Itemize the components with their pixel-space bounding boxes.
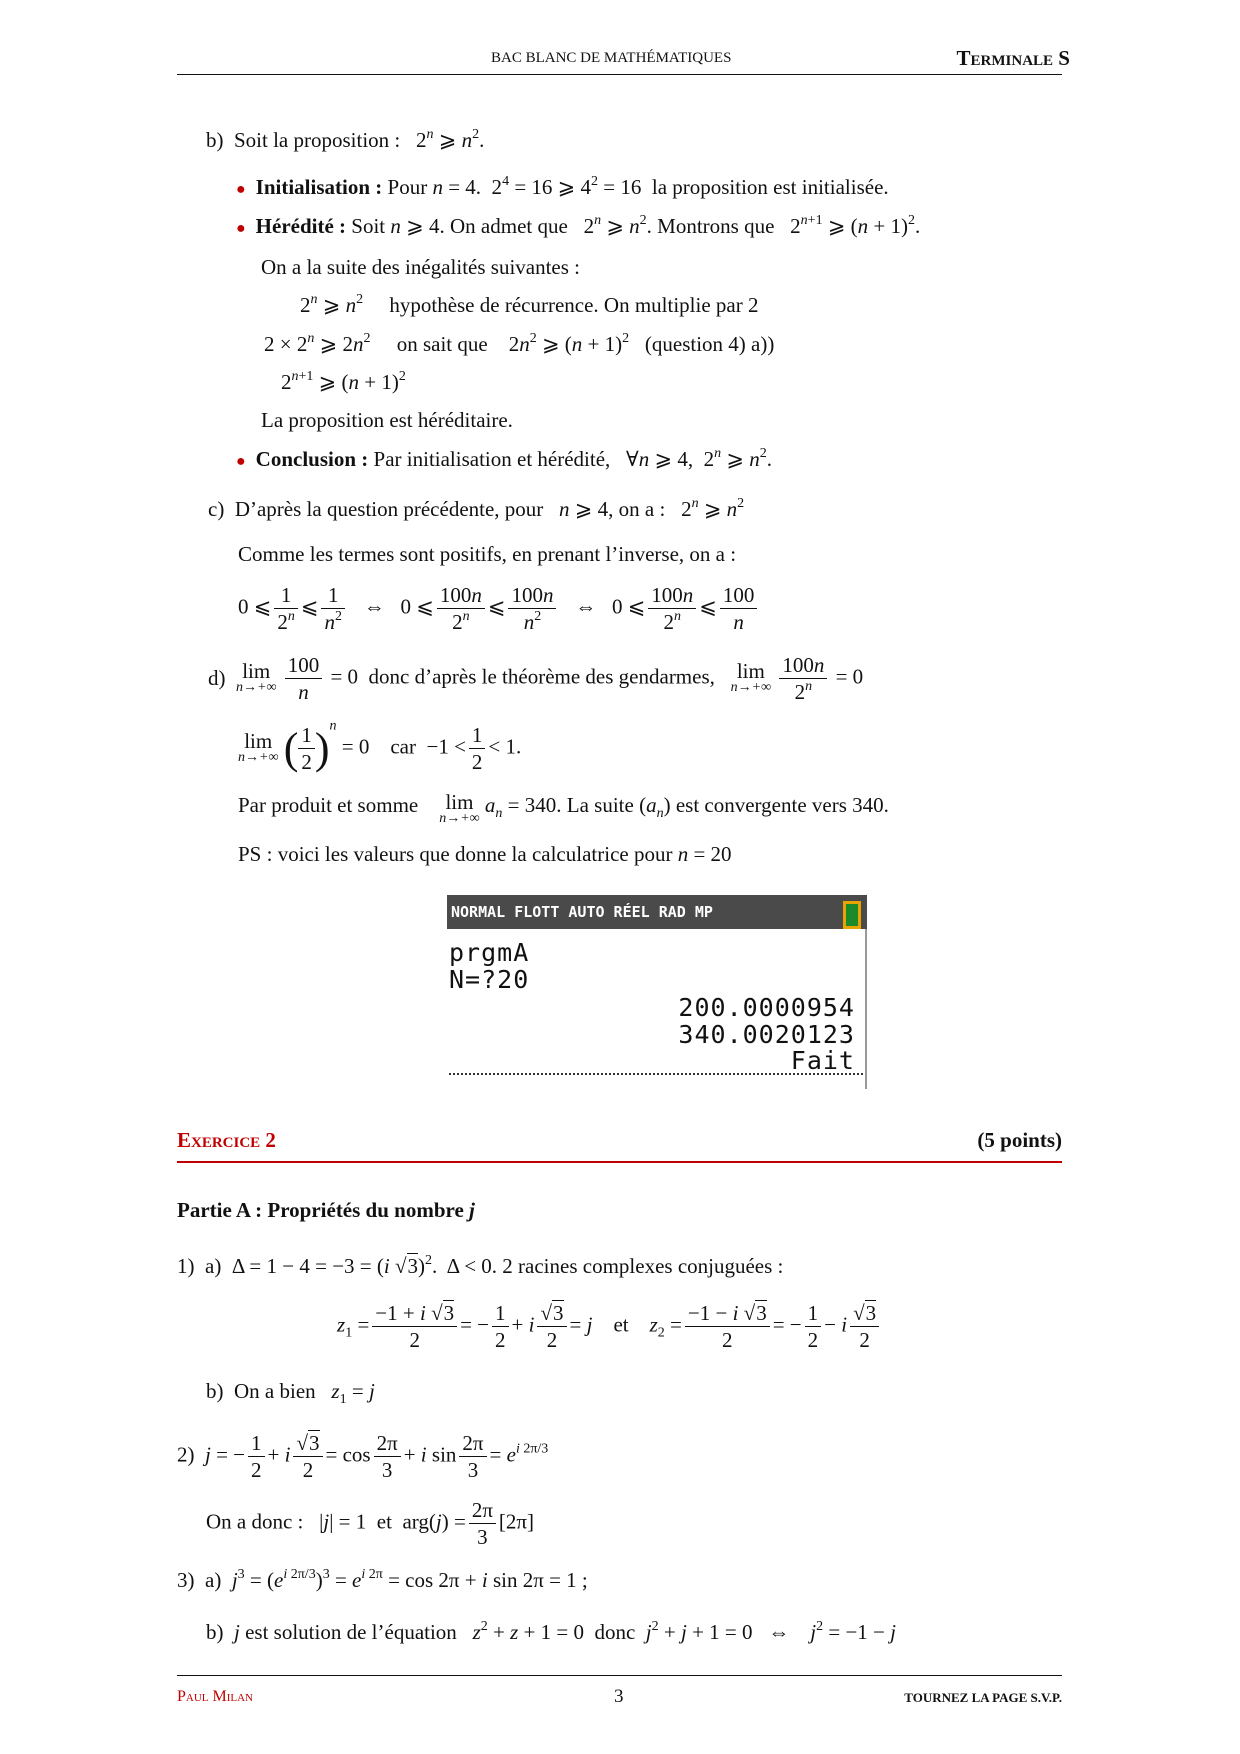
c-label: c): [208, 497, 225, 521]
q2-donc: On a donc : |j| = 1 et arg(j) = $\frac{2\pi}{3}$ [2π]: [206, 1498, 535, 1549]
exercise-title: Exercice 2: [177, 1128, 276, 1152]
ineq-2: $2 \times 2^n$ ⩾ $2n^2$ on sait que $2n^2$ ⩾ $(n + 1)^2$ (question 4) a)): [264, 331, 775, 356]
concl-text: Par initialisation et hérédité,: [373, 447, 611, 471]
q3b-text2: donc: [594, 1620, 636, 1644]
q3a-label: a): [205, 1568, 222, 1592]
footer-rule: [177, 1675, 1062, 1676]
c-text3: Comme les termes sont positifs, en prenant l’inverse, on a :: [238, 542, 737, 566]
q3b: b) j est solution de l’équation $z^2 + z + 1 = 0$ donc $j^2 + j + 1 = 0$ ⇔ $j^2 = -1 - j$: [206, 1619, 896, 1644]
b-initialisation: ● Initialisation : Pour n = 4. $2^4 = 16$ ⩾ $4^2 = 16$ la proposition est initialisée.: [236, 174, 889, 199]
d-line1: d) lim n→+∞ $\frac{100}{n}$ = 0 donc d’après le théorème des gendarmes, lim n→+∞ $\frac{100n}{2^n}$ = 0: [208, 653, 864, 704]
d-text3: Par produit et somme: [238, 793, 419, 817]
hered-title: Hérédité :: [255, 214, 347, 238]
q1-roots: $z_1$ = $\frac{-1 + i √3}{2}$ = − $\frac{1}{2}$ + i $\frac{√3}{2}$ = j et $z_2$ = $\frac{-1 - i √3}{2}$ = − $\frac{1}{2}$ − i $\frac{√3}{2}$: [337, 1300, 882, 1353]
d-text1: donc d’après le théorème des gendarmes,: [368, 664, 715, 689]
calc-line-2: N=?20: [449, 965, 530, 994]
q1-et: et: [613, 1312, 629, 1337]
bullet-icon: ●: [236, 220, 246, 237]
ineq2-comment: on sait que: [396, 332, 488, 356]
header-class: Terminale S: [956, 46, 1070, 70]
q2-et: et: [376, 1509, 392, 1534]
concl-title: Conclusion :: [255, 447, 369, 471]
calc-line-1: prgmA: [449, 938, 530, 967]
footer-right: TOURNEZ LA PAGE S.V.P.: [904, 1690, 1062, 1705]
init-tail: la proposition est initialisée.: [651, 175, 889, 199]
b-conclusion: ● Conclusion : Par initialisation et hérédité, ∀n ⩾ 4, 2$^n$ ⩾ $n^2$.: [236, 446, 772, 471]
hered-suite: On a la suite des inégalités suivantes :: [261, 255, 581, 279]
footer-page: 3: [614, 1686, 624, 1707]
exercise-rule: [177, 1161, 1062, 1163]
q2: 2) j = − $\frac{1}{2}$ + i $\frac{√3}{2}$ = cos $\frac{2\pi}{3}$ + i sin $\frac{2\pi}{3}$ = $e^{i 2\pi/3}$: [177, 1431, 549, 1482]
partA-title-text: Partie A : Propriétés du nombre: [177, 1198, 464, 1222]
exercise-points: (5 points): [977, 1128, 1062, 1152]
b-intro: Soit la proposition :: [234, 128, 401, 152]
init-title: Initialisation :: [255, 175, 383, 199]
q3a: 3) a) $j^3 = (e^{i 2\pi/3})^3 = e^{i 2\pi} = \cos 2\pi + i$ sin 2π = 1 ;: [177, 1567, 588, 1592]
header-rule: [177, 74, 1062, 75]
q3b-text1: est solution de l’équation: [245, 1620, 457, 1644]
ineq-1: 2$^n$ ⩾ $n^2$ hypothèse de récurrence. On multiplie par 2: [300, 292, 759, 317]
q3b-label: b): [206, 1620, 224, 1644]
q1a: 1) a) Δ = 1 − 4 = −3 = (i √3)$^2$. Δ < 0. 2 racines complexes conjuguées :: [177, 1253, 784, 1278]
c-text1: D’après la question précédente, pour: [234, 497, 544, 521]
lim-under: n→+∞: [439, 811, 480, 826]
d-text2: car: [390, 734, 416, 759]
calc-scrollbar: [865, 929, 867, 1089]
hered-text1: Soit: [351, 214, 386, 238]
b-label: b): [206, 128, 224, 152]
calc-dotted-rule: [449, 1073, 863, 1075]
bullet-icon: ●: [236, 453, 246, 470]
hered-concl: La proposition est héréditaire.: [261, 408, 513, 432]
d-line2: lim n→+∞ ( $\frac{1}{2}$ )$^n$ = 0 car −1 < $\frac{1}{2}$ < 1.: [238, 718, 522, 774]
calc-line-5: Fait: [790, 1046, 855, 1075]
calculator-status-bar: NORMAL FLOTT AUTO RÉEL RAD MP: [447, 895, 867, 929]
q1a-text: . 2 racines complexes conjuguées :: [491, 1254, 784, 1278]
bullet-icon: ●: [236, 181, 246, 198]
hered-text3: . Montrons que: [646, 214, 775, 238]
q2-donc-text: On a donc :: [206, 1509, 304, 1534]
c-equivalences: 0 ⩽ $\frac{1}{2^n}$ ⩽ $\frac{1}{n^2}$ ⇔ 0 ⩽ $\frac{100n}{2^n}$ ⩽ $\frac{100n}{n^2}$ ⇔ 0 ⩽ $\frac{100n}{2^n}$ ⩽ $\frac{100}{n}$: [238, 582, 760, 635]
calculator-screen: [447, 895, 867, 1090]
lim-under: n→+∞: [238, 749, 279, 765]
calc-line-4: 340.0020123: [678, 1020, 855, 1049]
q1-label: 1): [177, 1254, 195, 1278]
q1b-text: On a bien: [234, 1379, 316, 1403]
d-text4: . La suite: [556, 793, 634, 817]
footer-author: Paul Milan: [177, 1688, 254, 1705]
b-statement: b) Soit la proposition : 2$^n$ ⩾ $n^2$.: [206, 127, 485, 152]
ps-text: PS : voici les valeurs que donne la calculatrice pour: [238, 842, 673, 866]
ineq-3: $2^{n+1}$ ⩾ $(n + 1)^2$: [281, 369, 406, 394]
b-heredite: ● Hérédité : Soit n ⩾ 4. On admet que 2$^n$ ⩾ $n^2$. Montrons que $2^{n+1}$ ⩾ $(n + 1)^2$.: [236, 213, 921, 238]
init-text: Pour: [387, 175, 428, 199]
q1b-label: b): [206, 1379, 224, 1403]
partA-title: Partie A : Propriétés du nombre j: [177, 1198, 475, 1222]
ineq1-comment: hypothèse de récurrence. On multiplie par 2: [389, 293, 759, 317]
q1a-label: a): [205, 1254, 222, 1278]
hered-text2: . On admet que: [439, 214, 568, 238]
c-statement: c) D’après la question précédente, pour n ⩾ 4, on a : 2$^n$ ⩾ $n^2$: [208, 496, 745, 521]
q1b: b) On a bien $z_1 = j$: [206, 1379, 375, 1407]
d-line3: Par produit et somme lim n→+∞ $a_n = 340$. La suite $(a_n)$ est convergente vers 340.: [238, 790, 889, 826]
d-label: d): [208, 666, 226, 690]
ineq2-ref: (question 4) a)): [644, 332, 775, 356]
calc-line-3: 200.0000954: [678, 993, 855, 1022]
battery-icon: [843, 901, 861, 929]
d-text5: est convergente vers 340.: [675, 793, 889, 817]
lim-under: n→+∞: [236, 679, 277, 695]
c-text2: , on a :: [608, 497, 666, 521]
d-ps: PS : voici les valeurs que donne la calculatrice pour n = 20: [238, 842, 732, 866]
q3-label: 3): [177, 1568, 195, 1592]
header-title: BAC BLANC DE MATHÉMATIQUES: [491, 50, 732, 66]
q2-label: 2): [177, 1442, 195, 1467]
lim-under: n→+∞: [730, 679, 772, 695]
